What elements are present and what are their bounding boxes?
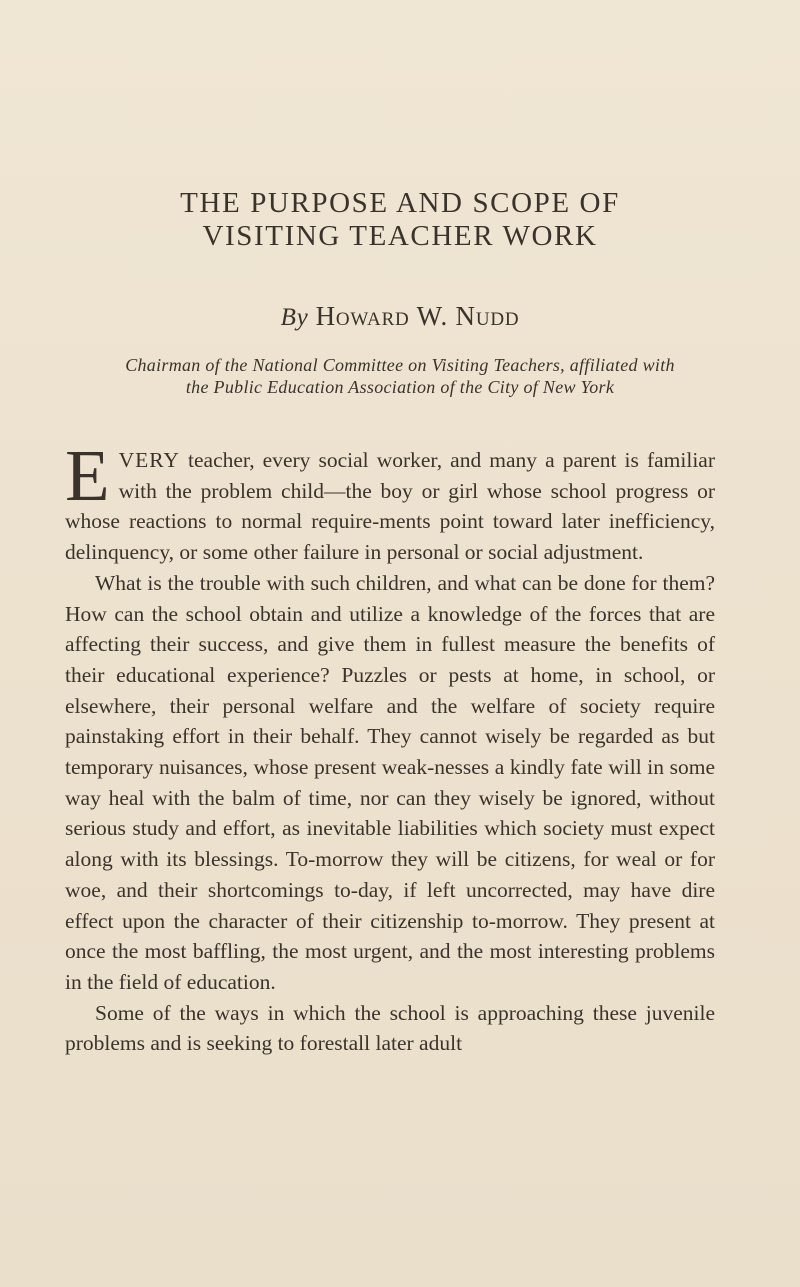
- author-affiliation-line-1: Chairman of the National Committee on Visiting Teachers, affiliated with: [125, 355, 675, 375]
- paragraph-2: What is the trouble with such children, and what can be done for them? How can the school obtain and utilize a knowledge of the forces that are affecting their success, and give them in fullest measure the benefits of their educational experience? Puzzles or pests at home, in school, or elsewhere, their personal welfare and the welfare of society require painstaking effort in their behalf. They cannot wisely be regarded as but temporary nuisances, whose present weak-nesses a kindly fate will in some way heal with the balm of time, nor can they wisely be ignored, without serious study and effort, as inevitable liabilities which society must expect along with its blessings. To-morrow they will be citizens, for weal or for woe, and their shortcomings to-day, if left uncorrected, may have dire effect upon the character of their citizenship to-morrow. They present at once the most baffling, the most urgent, and the most interesting problems in the field of education.: [65, 570, 715, 994]
- article-title-line-2: VISITING TEACHER WORK: [202, 220, 598, 252]
- paragraph-3: Some of the ways in which the school is approaching these juvenile problems and is seeking to forestall later adult: [65, 1000, 715, 1056]
- paragraph-1-lead-word: VERY: [118, 448, 180, 472]
- byline-prefix: By: [280, 304, 309, 331]
- byline: [0, 301, 800, 333]
- author-name: Howard W. Nudd: [315, 301, 520, 331]
- author-affiliation-line-2: the Public Education Association of the City of New York: [185, 377, 615, 397]
- paragraph-1: [65, 435, 715, 568]
- paragraph-1-text: teacher, every social worker, and many a parent is familiar with the problem child—the boy or girl whose school progress or whose reactions to normal require-ments point toward later inefficiency, delinquency, or some other failure in personal or social adjustment.: [65, 448, 715, 565]
- article-body: [65, 435, 715, 1059]
- drop-cap: E: [65, 435, 110, 516]
- article-title-line-1: THE PURPOSE AND SCOPE OF: [180, 187, 620, 219]
